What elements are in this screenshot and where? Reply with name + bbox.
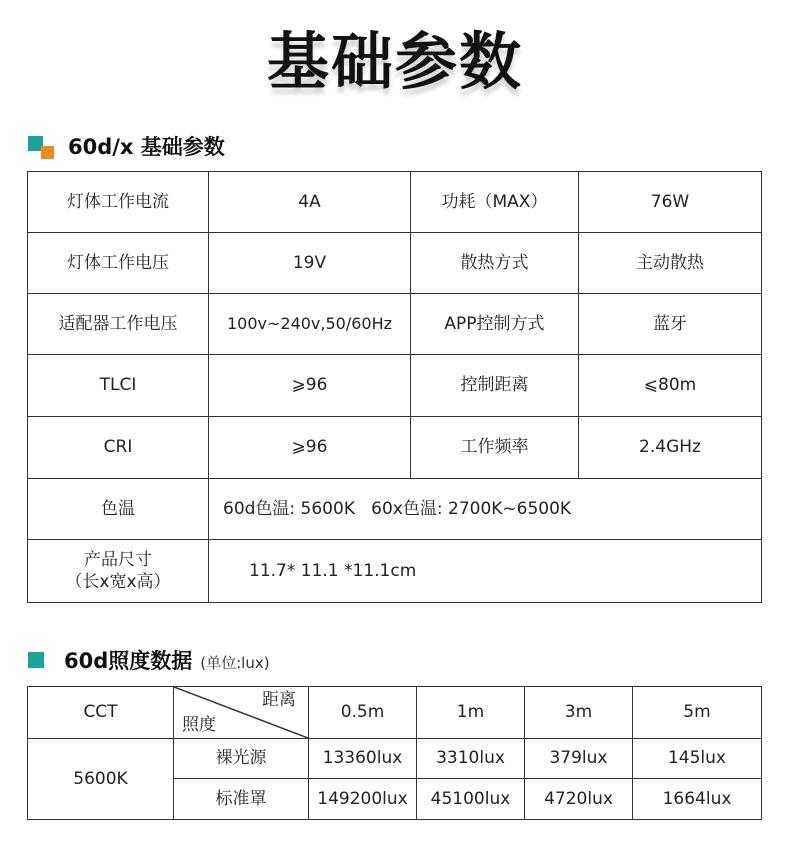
section-marker-icon — [28, 133, 58, 159]
param-label — [28, 540, 209, 603]
section-header-basic — [28, 130, 225, 162]
lux-value: 13360lux — [309, 739, 417, 779]
row-label: 标准罩 — [174, 779, 309, 820]
lux-value: 149200lux — [309, 779, 417, 820]
lux-value: 45100lux — [417, 779, 525, 820]
param-value: 蓝牙 — [579, 294, 762, 355]
page-title: 基础参数 — [266, 25, 523, 98]
illuminance-table — [27, 686, 762, 820]
basic-params-table — [27, 171, 762, 603]
param-value: 60d色温: 5600K 60x色温: 2700K~6500K — [209, 479, 762, 540]
param-value: 76W — [579, 172, 762, 233]
distance-col-header: 1m — [417, 687, 525, 739]
cct-header: CCT — [28, 687, 174, 739]
size-label-line2: （长x宽x高） — [65, 572, 171, 592]
param-value: 4A — [209, 172, 411, 233]
param-label: 工作频率 — [411, 417, 579, 479]
table-row — [28, 739, 762, 779]
lux-value: 3310lux — [417, 739, 525, 779]
lux-value: 1664lux — [633, 779, 762, 820]
row-label: 裸光源 — [174, 739, 309, 779]
distance-header: 距离 — [262, 690, 296, 710]
param-value: 19V — [209, 233, 411, 294]
lux-value: 4720lux — [525, 779, 633, 820]
size-label-line1: 产品尺寸 — [84, 549, 152, 570]
param-label: 适配器工作电压 — [28, 294, 209, 355]
table-row — [28, 417, 762, 479]
distance-col-header: 5m — [633, 687, 762, 739]
table-header-row — [28, 687, 762, 739]
table-row — [28, 479, 762, 540]
lux-value: 145lux — [633, 739, 762, 779]
table-row — [28, 355, 762, 417]
param-value: 100v~240v,50/60Hz — [209, 294, 411, 355]
distance-col-header: 3m — [525, 687, 633, 739]
table-row — [28, 233, 762, 294]
param-label: APP控制方式 — [411, 294, 579, 355]
table-row — [28, 294, 762, 355]
section-title-illuminance: 60d照度数据 — [64, 649, 193, 673]
param-label: 散热方式 — [411, 233, 579, 294]
param-label: TLCI — [28, 355, 209, 417]
param-value: ⩽80m — [579, 355, 762, 417]
distance-col-header: 0.5m — [309, 687, 417, 739]
param-value: 2.4GHz — [579, 417, 762, 479]
param-label: 色温 — [28, 479, 209, 540]
section-title-basic: 60d/x 基础参数 — [68, 135, 225, 159]
param-label: CRI — [28, 417, 209, 479]
param-label: 灯体工作电压 — [28, 233, 209, 294]
unit-note: (单位:lux) — [200, 653, 270, 672]
param-value: 主动散热 — [579, 233, 762, 294]
section-marker-icon — [28, 647, 54, 673]
param-value: ⩾96 — [209, 355, 411, 417]
table-row — [28, 540, 762, 603]
section-header-illuminance — [28, 644, 270, 676]
param-value: ⩾96 — [209, 417, 411, 479]
illuminance-header: 照度 — [182, 714, 216, 735]
param-label: 灯体工作电流 — [28, 172, 209, 233]
diagonal-header-cell — [174, 687, 309, 739]
lux-value: 379lux — [525, 739, 633, 779]
param-label: 控制距离 — [411, 355, 579, 417]
cct-value: 5600K — [28, 739, 174, 820]
param-label: 功耗（MAX） — [411, 172, 579, 233]
table-row — [28, 172, 762, 233]
param-value: 11.7* 11.1 *11.1cm — [209, 540, 762, 603]
